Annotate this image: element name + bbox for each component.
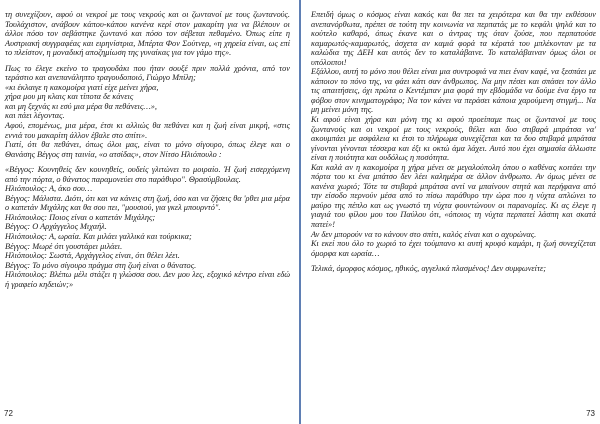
paragraph: Βέγγος: Το μόνο σίγουρο πράγμα στη ζωή είναι ο θάνατος. — [5, 260, 197, 270]
paragraph: Εξάλλου, αυτή το μόνο που θέλει είναι μια συντροφιά να πιει έναν καφέ, να ξεσπάει με κάποιον το πόνο της, να φάει κάτι σαν άνθρωπος. Να μην πέσει και σπάσει τον άλλο τις απαιτήσεις, όχι πρώτα ο Κεντέμπαν μια φορά την εβδομάδα να δούμε ένα έργο τα φόβου στον κινηματογράφο; Να τον κάνει να περάσει κάποια χαρούμενη στιγμή... Να μη μείνει μόνη της. — [311, 67, 596, 115]
paragraph: Ηλιόπουλος: Α, ωραία. Και μιλάει γαλλικά και τούρκικα; — [5, 232, 192, 242]
paragraph: «Βέγγος: Κουνηθείς δεν κουνηθείς, ουδείς γλιτώνει το μοιραίο. Ή ζωή εισερχόμενη από την πόρτα, ο θάνατος παραμονεύει στο παράθυρο". Θρασύμβουλας. — [5, 165, 290, 184]
paragraph: Ηλιόπουλος: Σωστά, Αρχάγγελος είναι, ότι θέλει λέει. — [5, 251, 180, 261]
right-page-text — [311, 10, 596, 274]
paragraph: Πως το έλεγε εκείνο το τραγουδάκι που ήταν σουξέ πριν πολλά χρόνια, από τον τεράστιο και ανεπανάληπτο τραγουδοποιό, Γιώργο Μπίλη; — [5, 63, 290, 83]
paragraph: Τελικά, όμορφος κόσμος, ηθικός, αγγελικά πλασμένος! Δεν συμφωνείτε; — [311, 264, 546, 274]
right-page — [301, 0, 600, 424]
page-number: 73 — [586, 409, 595, 418]
paragraph: Επειδή όμως ο κόσμος είναι κακός και θα πει τα χειρότερα και θα την εκθέσουν ανεπανόρθωτα, πρέπει σε τούτη την κοινωνία να περπατάς με το κεφάλι ψηλά και το κούτελο καθαρό, όπως έκανε και ο άντρας της όταν ζούσε, που περπατούσε καμαρωτός-καμαρωτός, άσχετα αν καμιά φορά τα κέρατά του μπλέκονταν με τα καλώδια της ΔΕΗ και αυτός δεν το καταλάβαινε. Το καταλάβαιναν όμως όλοι οι υπόλοιποι! — [311, 10, 596, 67]
paragraph: Κι εκεί που όλο το χωριό το έχει τούμπανο κι αυτή κρυφό καμάρι, η ζωή συνεχίζεται όμορφα και ωραία… — [311, 239, 596, 258]
paragraph: Βέγγος: Μάλιστα. Διότι, ότι και να κάνεις στη ζωή, όσο και να ζήσεις θα 'ρθει μια μέρα ο καπετάν Μιχάλης και θα σου πει, "μουσιού, για γκελ μπουρντό". — [5, 193, 290, 213]
paragraph: τη συνεχίζουν, αφού οι νεκροί με τους νεκρούς και οι ζωντανοί με τους ζωντανούς. Τουλάχιστον, ανάβουν κάπου-κάπου κανένα κερί στον μακαρίτη για να βλέπουν οι άλλοι πόσο τον σεβάστηκε ζωντανό και πόσο τον σέβεται πεθαμένο. Όπως είπε η Αυστριακή συγγραφέας και ειρηνίστρια, Μπέρτα Φον Σούτνερ, «η χηρεία είναι, ως επί το πλείστον, η μοναδική αποζημίωση της γυναίκας για τον γάμο της». — [5, 10, 290, 58]
paragraph: Ηλιόπουλος: Α, άκο σου… — [5, 184, 93, 194]
paragraph: και πάει λέγοντας. — [5, 111, 65, 121]
paragraph: Βέγγος: Μωρέ ότι γουστάρει μιλάει. — [5, 241, 123, 251]
paragraph: Και καλά αν η κακομοίρα η χήρα μένει σε μεγαλούπολη όπου ο καθένας κοιτάει την πόρτα του κι ένα μπάτσο δεν λέει καλημέρα σε άλλον άνθρωπο. Αν όμως μένει σε κανένα χωριό; Τότε τα στιβαρά μπράτσα αντί να μπαίνουν στητά και περήφανα από την είσοδο περνούν μέσα από το πίσω παράθυρο την ώρα που η νύχτα απλώνει το μαύρο της πέπλο και ως γνωστό τη νύχτα φουντώνουν οι παρανομίες. Κι ας έλεγε η γιαγιά του φίλου μου του Παύλου ότι, «όποιος τη νύχτα περπατεί λάσπη και σκατά πατεί»! — [311, 162, 596, 230]
paragraph: Γιατί, ότι θα πεθάνει, όπως όλοι μας, είναι το μόνο σίγουρο, όπως έλεγε και ο Θανάσης Βέγγος στη ταινία, «ο ατσίδας», στον Νίτσο Ηλιόπουλο : — [5, 140, 290, 159]
paragraph: και μη ξεχνάς κι εσύ μια μέρα θα πεθάνεις…», — [5, 101, 157, 111]
paragraph: Αφού, επομένως, μια μέρα, έτσι κι αλλιώς θα πεθάνει και η ζωή είναι μικρή, «στις εννιά του μακαρίτη άλλον έβαλε στο σπίτι». — [5, 121, 290, 140]
paragraph: Ηλιόπουλος: Ποιος είναι ο καπετάν Μιχάλης; — [5, 212, 156, 222]
paragraph: Βέγγος: Ο Αρχάγγελος Μιχαήλ. — [5, 222, 107, 232]
paragraph: «κι έκλαιγε η κακομοίρα γιατί είχε μείνει χήρα, — [5, 82, 159, 92]
left-page-text — [5, 10, 290, 289]
left-page — [0, 0, 299, 424]
paragraph: Ηλιόπουλος: Βλέπω μέλι στάζει η γλώσσα σου. Δεν μου λες, εξοχικό κέντρο είναι εδώ ή γραφείο κηδειών;» — [5, 270, 290, 289]
paragraph: χήρα μου μη κλαις και τίποτα δε κάνεις — [5, 92, 134, 102]
paragraph: Αν δεν μπορούν να το κάνουν στο σπίτι, καλός είναι και ο αχυρώνας. — [311, 229, 537, 239]
paragraph: Κι αφού είναι χήρα και μόνη της κι αφού προείπαμε πως οι ζωντανοί με τους ζωντανούς και οι νεκροί με τους νεκρούς, θέλει και δυο στιβαρά μπράτσα να' ακουμπάει με ασφάλεια κι έτσι το πλήρωμα συνεχίζεται και τα δυο στιβαρά μπράτσα γίνονται γίνονται τέσσερα και έξι κι οκτώ άμα λάχει. Αυτό που έχει σημασία άλλωστε είναι η ποιότητα και ουδόλως η ποσότητα. — [311, 115, 596, 163]
page-number: 72 — [4, 409, 13, 418]
